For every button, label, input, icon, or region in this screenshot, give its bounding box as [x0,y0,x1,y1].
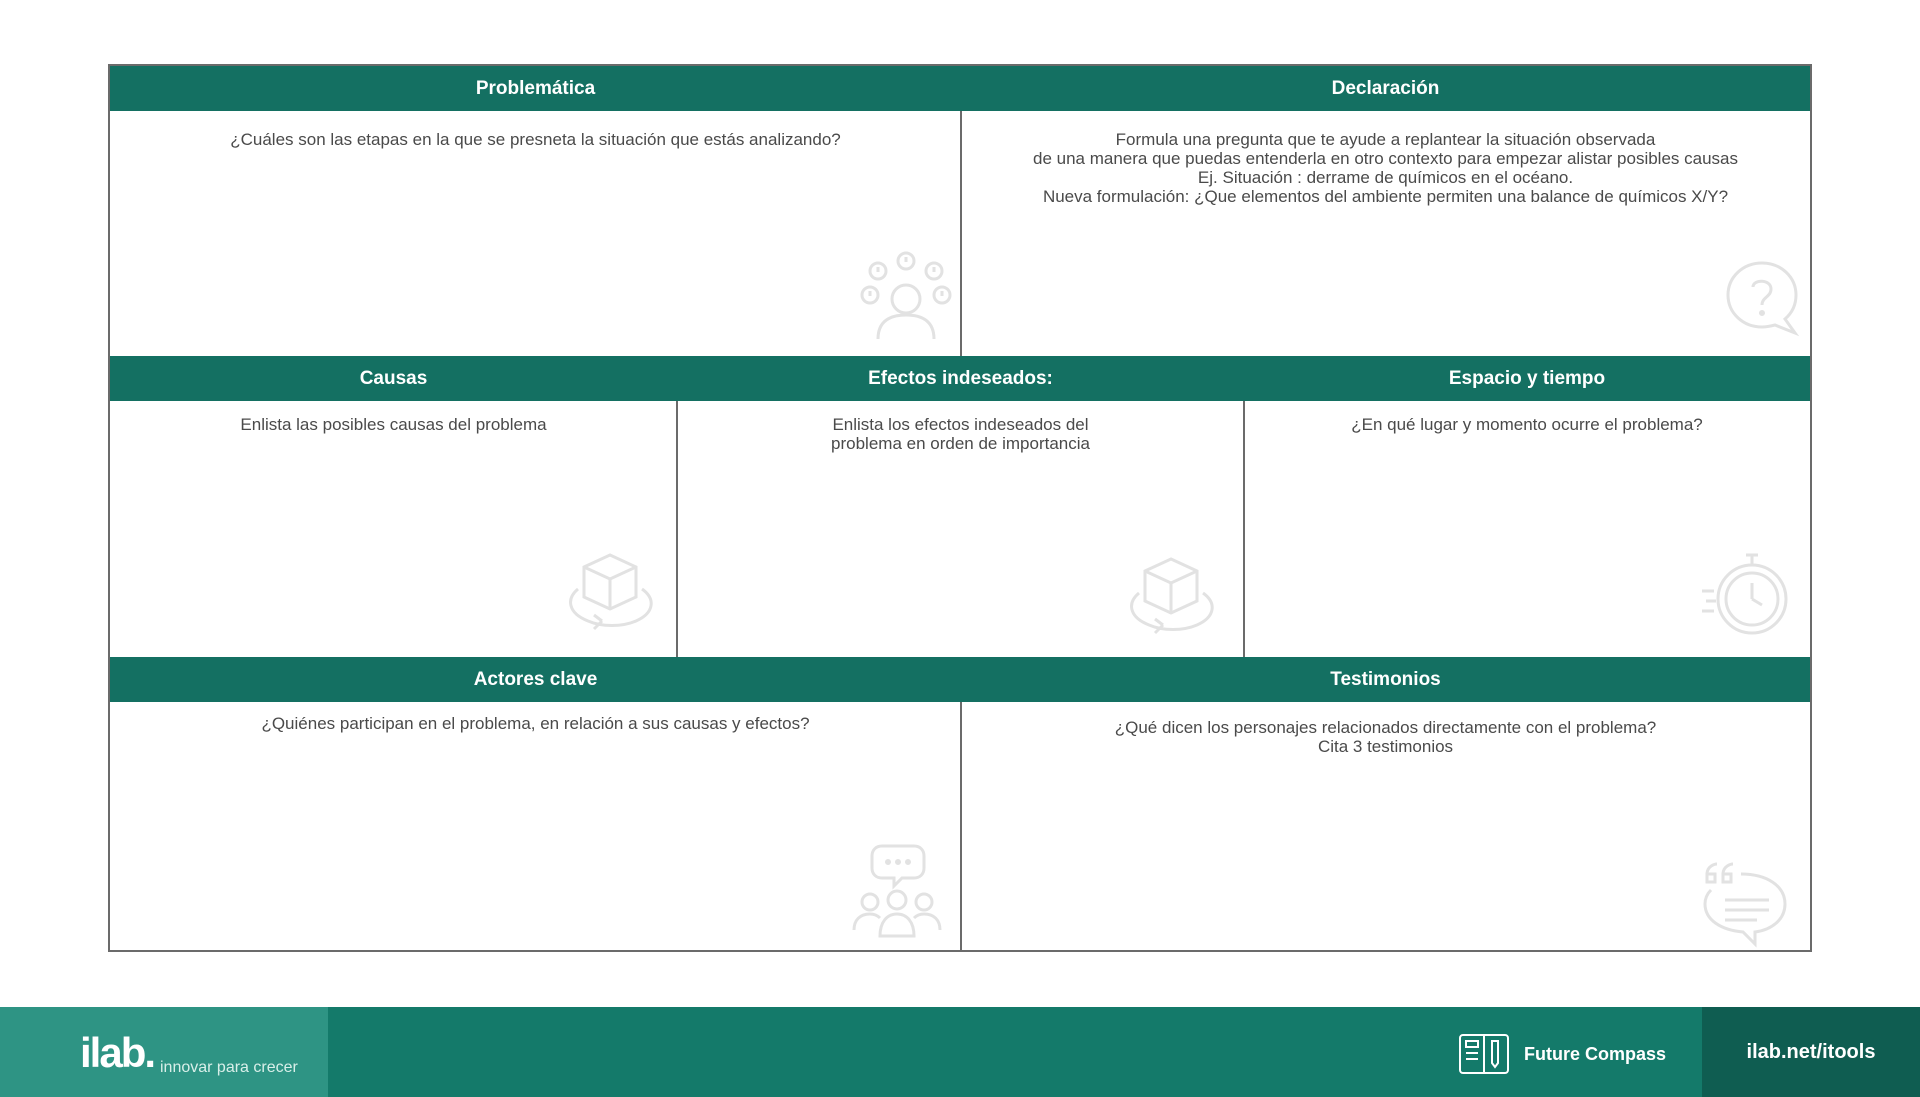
testimonios-prompt [961,718,1810,756]
causas-prompt: Enlista las posibles causas del problema [240,415,547,434]
divider-row1 [960,111,962,356]
efectos-prompt-line-1: Enlista los efectos indeseados del [832,415,1089,434]
declaracion-prompt-line-3: Ej. Situación : derrame de químicos en el océano. [1197,168,1574,187]
problematica-title: Problemática [475,77,596,99]
divider-row2-b [1243,401,1245,657]
problematica-prompt: ¿Cuáles son las etapas en la que se presneta la situación que estás analizando? [230,130,841,149]
future-compass-label: Future Compass [1524,1043,1667,1064]
efectos-prompt [677,415,1244,453]
ilab-logo[interactable]: ilab. [80,1029,155,1076]
actores-title: Actores clave [473,668,598,690]
actores-cell[interactable] [110,702,961,952]
efectos-cell[interactable] [677,401,1244,657]
person-alerts-icon [860,251,952,343]
declaracion-prompt-line-4: Nueva formulación: ¿Que elementos del ambiente permiten una balance de químicos X/Y? [1042,187,1729,206]
declaracion-cell[interactable] [961,111,1810,356]
problematica-cell[interactable] [110,111,961,356]
url-box[interactable] [1702,1007,1920,1097]
actores-header [110,657,961,702]
espacio-prompt: ¿En qué lugar y momento ocurre el problema? [1351,415,1703,434]
footer [0,1007,1920,1097]
divider-row3 [960,702,962,952]
testimonios-prompt-line-2: Cita 3 testimonios [1317,737,1454,756]
future-compass-link[interactable] [1458,1033,1666,1075]
declaracion-prompt [961,130,1810,206]
causas-title: Causas [359,367,428,389]
actores-prompt: ¿Quiénes participan en el problema, en relación a sus causas y efectos? [261,714,810,733]
url-label: ilab.net/itools [1746,1040,1876,1063]
quote-bubble-icon [1701,860,1789,948]
stopwatch-icon [1700,551,1792,639]
causas-cell[interactable] [110,401,677,657]
question-bubble-icon [1723,259,1801,337]
efectos-prompt-line-2: problema en orden de importancia [831,434,1090,453]
rotating-cube-icon [1123,553,1219,639]
espacio-header [1244,356,1810,401]
espacio-cell[interactable] [1244,401,1810,657]
declaracion-prompt-line-1: Formula una pregunta que te ayude a replantear la situación observada [1115,130,1656,149]
canvas [108,64,1812,952]
espacio-title: Espacio y tiempo [1448,367,1606,389]
tagline: innovar para crecer [160,1059,298,1076]
rotating-cube-icon [562,549,658,635]
testimonios-header [961,657,1810,702]
problematica-header [110,66,961,111]
causas-header [110,356,677,401]
efectos-header [677,356,1244,401]
notebook-icon [1458,1033,1510,1075]
declaracion-header [961,66,1810,111]
efectos-title: Efectos indeseados: [868,367,1053,389]
divider-row2-a [676,401,678,657]
testimonios-cell[interactable] [961,702,1810,952]
group-chat-icon [852,842,942,938]
testimonios-prompt-line-1: ¿Qué dicen los personajes relacionados directamente con el problema? [1114,718,1657,737]
testimonios-title: Testimonios [1330,668,1441,690]
declaracion-prompt-line-2: de una manera que puedas entenderla en otro contexto para empezar alistar posibles causas [1032,149,1738,168]
brand-block [0,1007,328,1097]
declaracion-title: Declaración [1331,77,1440,99]
